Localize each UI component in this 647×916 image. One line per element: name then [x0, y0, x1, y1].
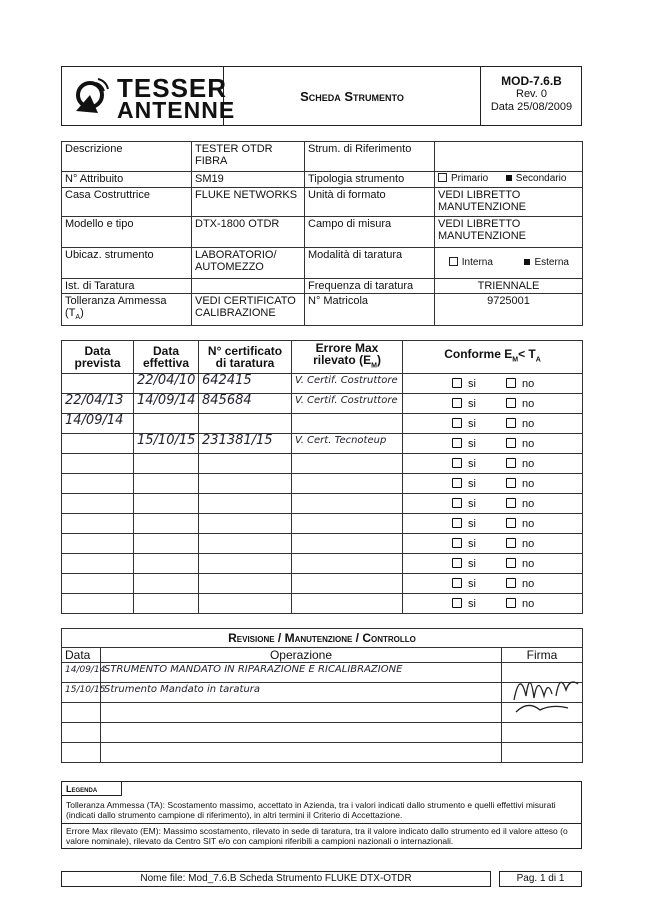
info-label: Casa Costruttrice	[62, 188, 192, 217]
col-header: Data	[62, 648, 101, 663]
cell-errore	[292, 554, 403, 574]
checkbox-si-icon	[452, 478, 462, 488]
info-label: N° Attribuito	[62, 172, 192, 188]
no-label: no	[521, 457, 535, 470]
no-label: no	[521, 497, 535, 510]
checkbox-si-icon	[452, 378, 462, 388]
conforme-cell	[403, 454, 583, 474]
logo-text-1: TESSER	[117, 73, 228, 103]
satellite-dish-icon	[68, 75, 110, 117]
no-label: no	[521, 537, 535, 550]
cell-effettiva	[134, 454, 199, 474]
no-label: no	[521, 477, 535, 490]
cell-errore: V. Certif. Costruttore	[292, 374, 403, 394]
checkbox-no-icon	[506, 498, 516, 508]
table-row	[62, 683, 583, 703]
info-label: Tipologia strumento	[305, 172, 435, 188]
legenda-p1: Tolleranza Ammessa (TA): Scostamento massimo, accettato in Azienda, tra i valori indicati dallo strumento e quelli effettivi misurati (indicati dallo strumento campione di riferimento), in altri termini il Criterio di Accettazione.	[66, 800, 556, 820]
cell-prevista: 22/04/13	[62, 394, 134, 414]
cell-prevista	[62, 494, 134, 514]
table-row	[62, 414, 583, 434]
checkbox-no-icon	[506, 558, 516, 568]
checkbox-no-icon	[506, 418, 516, 428]
cell-effettiva	[134, 574, 199, 594]
conforme-cell	[403, 434, 583, 454]
cell-errore	[292, 494, 403, 514]
cell-cert: 845684	[199, 394, 292, 414]
info-label: Campo di misura	[305, 217, 435, 248]
no-label: no	[521, 417, 535, 430]
revisione-table	[61, 628, 583, 763]
cell-effettiva	[134, 514, 199, 534]
cell-data: 14/09/14	[62, 663, 101, 683]
cell-firma	[502, 743, 583, 763]
info-label: Ist. di Taratura	[62, 279, 192, 294]
checkbox-no-icon	[506, 538, 516, 548]
legenda-title: Legenda	[62, 782, 122, 796]
modalita-options	[435, 248, 583, 279]
info-value: DTX-1800 OTDR	[192, 217, 305, 248]
cell-effettiva: 22/04/10	[134, 374, 199, 394]
col-header: Firma	[502, 648, 583, 663]
col-header: Operazione	[101, 648, 502, 663]
cell-operazione	[101, 703, 502, 723]
si-label: si	[468, 597, 476, 610]
cell-data	[62, 723, 101, 743]
checkbox-filled-icon	[524, 259, 530, 265]
info-value: VEDI LIBRETTO MANUTENZIONE	[435, 188, 583, 217]
footer-page: Pag. 1 di 1	[516, 873, 565, 884]
cell-errore	[292, 534, 403, 554]
conforme-cell	[403, 594, 583, 614]
cell-cert	[199, 454, 292, 474]
cell-effettiva	[134, 594, 199, 614]
info-table	[61, 141, 583, 326]
cell-data	[62, 703, 101, 723]
table-row	[62, 554, 583, 574]
cell-operazione: STRUMENTO MANDATO IN RIPARAZIONE E RICALIBRAZIONE	[101, 663, 502, 683]
info-label: N° Matricola	[305, 294, 435, 326]
cell-operazione	[101, 743, 502, 763]
conforme-cell	[403, 474, 583, 494]
cell-operazione: Strumento Mandato in taratura	[101, 683, 502, 703]
no-label: no	[521, 397, 535, 410]
info-value: LABORATORIO/ AUTOMEZZO	[192, 248, 305, 279]
signature-icon	[508, 660, 582, 718]
checkbox-si-icon	[452, 398, 462, 408]
table-row	[62, 434, 583, 454]
table-row	[62, 514, 583, 534]
checkbox-empty-icon	[449, 257, 458, 266]
cell-cert	[199, 514, 292, 534]
cell-prevista	[62, 514, 134, 534]
checkbox-no-icon	[506, 598, 516, 608]
cell-errore	[292, 574, 403, 594]
table-row	[62, 474, 583, 494]
taratura-table	[61, 340, 583, 614]
cell-cert: 231381/15	[199, 434, 292, 454]
table-row	[62, 494, 583, 514]
cell-prevista	[62, 374, 134, 394]
option-label: Esterna	[534, 257, 569, 268]
cell-errore	[292, 514, 403, 534]
revisione-title: Revisione / Manutenzione / Controllo	[62, 629, 583, 648]
conforme-cell	[403, 574, 583, 594]
table-row	[62, 454, 583, 474]
cell-effettiva	[134, 554, 199, 574]
cell-effettiva	[134, 534, 199, 554]
no-label: no	[521, 557, 535, 570]
checkbox-si-icon	[452, 578, 462, 588]
table-row	[62, 723, 583, 743]
col-header: Data effettiva	[134, 341, 199, 374]
doc-date: Data 25/08/2009	[490, 101, 573, 113]
conforme-cell	[403, 534, 583, 554]
col-header: N° certificato di taratura	[199, 341, 292, 374]
checkbox-si-icon	[452, 518, 462, 528]
checkbox-si-icon	[452, 498, 462, 508]
cell-cert	[199, 534, 292, 554]
si-label: si	[468, 497, 476, 510]
cell-cert: 642415	[199, 374, 292, 394]
no-label: no	[521, 377, 535, 390]
table-row	[62, 743, 583, 763]
cell-effettiva: 14/09/14	[134, 394, 199, 414]
info-label: Tolleranza Ammessa $(T_A)$	[62, 294, 192, 326]
conforme-cell	[403, 394, 583, 414]
si-label: si	[468, 477, 476, 490]
info-label: Modalità di taratura	[305, 248, 435, 279]
cell-errore: V. Certif. Costruttore	[292, 394, 403, 414]
cell-data	[62, 743, 101, 763]
col-header: Errore Max rilevato $(E_M)$	[292, 341, 403, 374]
cell-cert	[199, 474, 292, 494]
info-value: FLUKE NETWORKS	[192, 188, 305, 217]
checkbox-si-icon	[452, 558, 462, 568]
logo-text-2: ANTENNE	[117, 97, 236, 123]
table-row	[62, 703, 583, 723]
cell-prevista	[62, 454, 134, 474]
cell-errore	[292, 594, 403, 614]
cell-errore	[292, 474, 403, 494]
cell-prevista	[62, 434, 134, 454]
conforme-cell	[403, 414, 583, 434]
conforme-cell	[403, 494, 583, 514]
table-row	[62, 663, 583, 683]
info-value: 9725001	[435, 294, 583, 326]
info-label: Unità di formato	[305, 188, 435, 217]
checkbox-no-icon	[506, 458, 516, 468]
checkbox-empty-icon	[438, 173, 447, 182]
cell-cert	[199, 594, 292, 614]
header-box	[61, 66, 582, 126]
no-label: no	[521, 597, 535, 610]
info-label: Ubicaz. strumento	[62, 248, 192, 279]
no-label: no	[521, 437, 535, 450]
si-label: si	[468, 377, 476, 390]
info-value	[435, 142, 583, 172]
si-label: si	[468, 457, 476, 470]
checkbox-no-icon	[506, 378, 516, 388]
conforme-cell	[403, 554, 583, 574]
cell-prevista	[62, 534, 134, 554]
si-label: si	[468, 517, 476, 530]
cell-prevista	[62, 594, 134, 614]
checkbox-no-icon	[506, 438, 516, 448]
cell-prevista	[62, 574, 134, 594]
cell-effettiva	[134, 494, 199, 514]
checkbox-si-icon	[452, 458, 462, 468]
checkbox-no-icon	[506, 518, 516, 528]
checkbox-no-icon	[506, 398, 516, 408]
info-value: VEDI CERTIFICATO CALIBRAZIONE	[192, 294, 305, 326]
cell-effettiva: 15/10/15	[134, 434, 199, 454]
cell-errore	[292, 454, 403, 474]
si-label: si	[468, 577, 476, 590]
option-label: Interna	[461, 257, 493, 268]
no-label: no	[521, 577, 535, 590]
conforme-cell	[403, 514, 583, 534]
cell-prevista	[62, 554, 134, 574]
cell-operazione	[101, 723, 502, 743]
cell-firma	[502, 723, 583, 743]
checkbox-no-icon	[506, 478, 516, 488]
option-label: Primario	[451, 173, 489, 184]
si-label: si	[468, 417, 476, 430]
si-label: si	[468, 437, 476, 450]
info-value: TESTER OTDR FIBRA	[192, 142, 305, 172]
info-value: VEDI LIBRETTO MANUTENZIONE	[435, 217, 583, 248]
tipologia-options	[435, 172, 583, 188]
checkbox-no-icon	[506, 578, 516, 588]
checkbox-si-icon	[452, 418, 462, 428]
cell-cert	[199, 574, 292, 594]
si-label: si	[468, 557, 476, 570]
table-row	[62, 594, 583, 614]
cell-errore	[292, 414, 403, 434]
table-row	[62, 534, 583, 554]
doc-rev: Rev. 0	[516, 88, 547, 100]
cell-errore: V. Cert. Tecnoteup	[292, 434, 403, 454]
legenda-p2: Errore Max rilevato (EM): Massimo scostamento, rilevato in sede di taratura, tra il valore indicato dallo strumento ed il valore atteso (o valore nominale), rilevato da Centro SIT e/o con campioni riferibili a campioni nazionali o internazionali.	[66, 826, 568, 846]
checkbox-si-icon	[452, 598, 462, 608]
table-row	[62, 574, 583, 594]
info-label: Modello e tipo	[62, 217, 192, 248]
cell-cert	[199, 494, 292, 514]
info-value: TRIENNALE	[435, 279, 583, 294]
cell-prevista	[62, 474, 134, 494]
col-header: Conforme $E_M< T_A$	[403, 341, 583, 374]
doc-code-block	[480, 67, 582, 125]
no-label: no	[521, 517, 535, 530]
info-label: Strum. di Riferimento	[305, 142, 435, 172]
footer-filename-box	[61, 871, 491, 887]
cell-effettiva	[134, 474, 199, 494]
cell-cert	[199, 554, 292, 574]
table-row	[62, 374, 583, 394]
si-label: si	[468, 397, 476, 410]
col-header: Data prevista	[62, 341, 134, 374]
checkbox-si-icon	[452, 438, 462, 448]
cell-effettiva	[134, 414, 199, 434]
info-value	[192, 279, 305, 294]
info-label: Descrizione	[62, 142, 192, 172]
info-label: Frequenza di taratura	[305, 279, 435, 294]
si-label: si	[468, 537, 476, 550]
doc-title: Scheda Strumento	[300, 89, 404, 104]
table-row	[62, 394, 583, 414]
footer-page-box	[499, 871, 582, 887]
cell-cert	[199, 414, 292, 434]
option-label: Secondario	[515, 173, 567, 184]
cell-prevista: 14/09/14	[62, 414, 134, 434]
legenda-box	[61, 781, 582, 849]
cell-data: 15/10/15	[62, 683, 101, 703]
info-value: SM19	[192, 172, 305, 188]
checkbox-filled-icon	[506, 175, 512, 181]
checkbox-si-icon	[452, 538, 462, 548]
footer-filename: Nome file: Mod_7.6.B Scheda Strumento FLUKE DTX-OTDR	[140, 873, 412, 884]
doc-code: MOD-7.6.B	[501, 74, 562, 88]
logo	[62, 67, 236, 125]
conforme-cell	[403, 374, 583, 394]
